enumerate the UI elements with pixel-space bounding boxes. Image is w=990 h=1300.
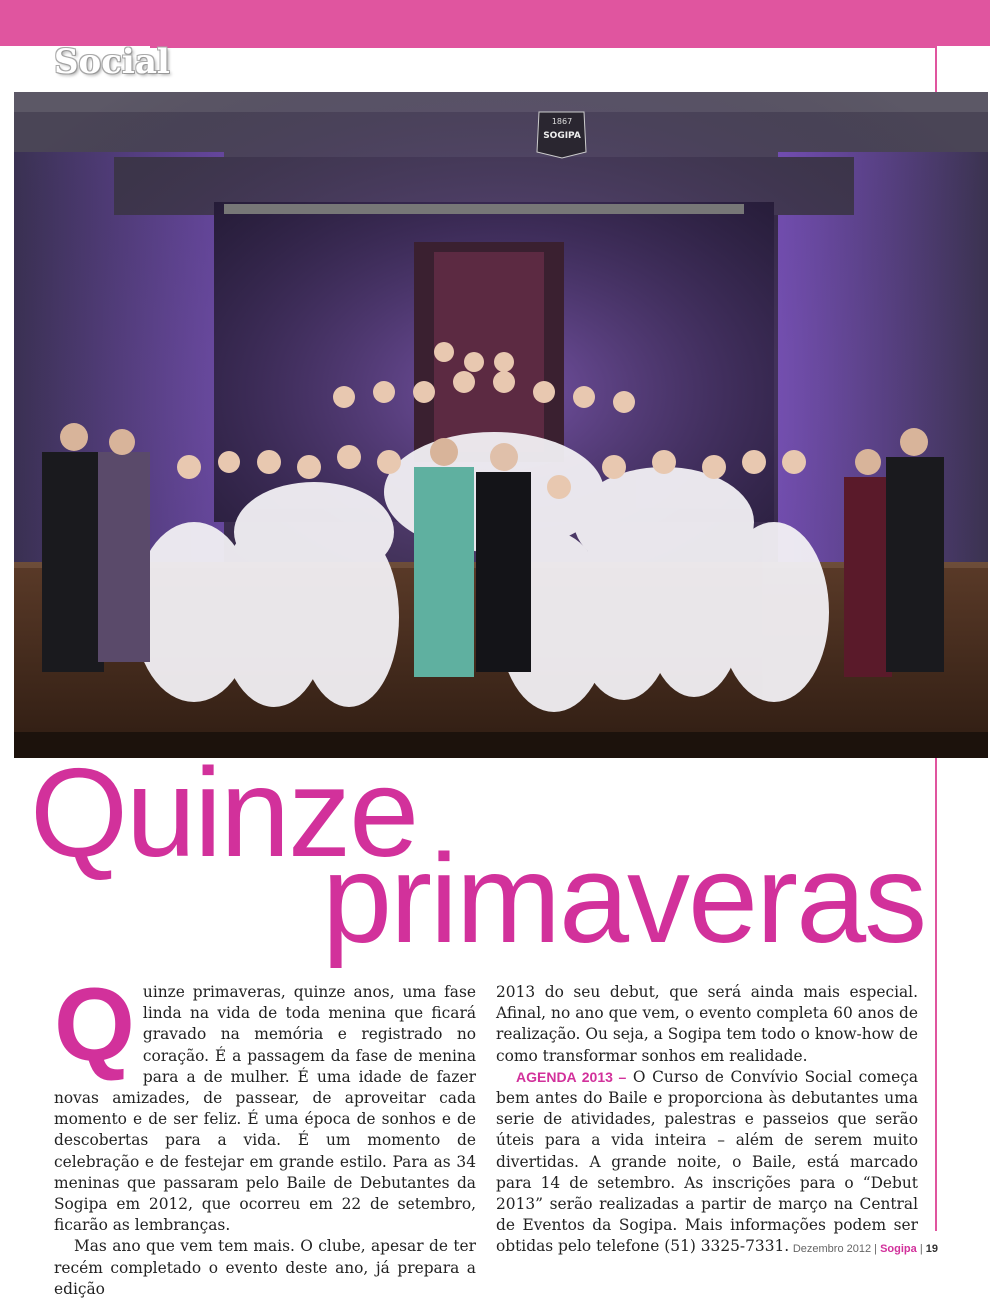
- footer-separator: |: [874, 1243, 878, 1255]
- page-footer: [793, 1243, 938, 1255]
- page-number: 19: [925, 1243, 938, 1255]
- footer-separator-2: |: [919, 1243, 923, 1255]
- article-paragraph-1: [54, 967, 476, 1236]
- article-column-2: [496, 982, 918, 1258]
- stage-sign-year: 1867: [551, 117, 573, 126]
- headline-line-2: primaveras: [322, 828, 926, 969]
- paragraph-1-text: uinze primaveras, quinze anos, uma fase linda na vida de toda menina que ficará gravado na memória e registrado no coração. É a passagem da fase de menina para a de mulher. É uma idade de fazer novas amizades, de passear, de aproveitar cada momento e de ser feliz. É uma época de sonhos e de descobertas para a vida. É um momento de celebração e de festejar em grande estilo. Para as 34 meninas que passaram pelo Baile de Debutantes da Sogipa em 2012, que ocorreu em 22 de setembro, ficarão as lembranças.: [54, 983, 476, 1235]
- stage-sign-name: SOGIPA: [543, 131, 581, 141]
- page-frame-top-line: [150, 46, 937, 48]
- article-paragraph-3: 2013 do seu debut, que será ainda mais especial. Afinal, no ano que vem, o evento completa 60 anos de realização. Ou seja, a Sogipa tem todo o know-how de como transformar sonhos em realidade.: [496, 983, 918, 1065]
- article-column-1: [54, 967, 476, 1300]
- article-paragraph-2: Mas ano que vem tem mais. O clube, apesar de ter recém completado o evento deste ano, já prepara a edição: [54, 1237, 476, 1298]
- agenda-text: O Curso de Convívio Social começa bem antes do Baile e proporciona às debutantes uma serie de atividades, palestras e passeios que serão úteis para a vida inteira – além de serem muito divertidas. A grande noite, o Baile, está marcado para 14 de setembro. As inscrições para o “Debut 2013” serão realizadas a partir de março na Central de Eventos da Sogipa. Mais informações podem ser obtidas pelo telefone (51) 3325-7331.: [496, 1067, 919, 1256]
- top-color-bar: [0, 0, 990, 46]
- footer-date: Dezembro 2012: [792, 1243, 872, 1255]
- footer-brand: Sogipa: [880, 1243, 917, 1255]
- debutantes-group-photo: [14, 92, 988, 758]
- drop-cap: Q: [54, 967, 135, 1083]
- headline-line-1: Quinze: [30, 742, 418, 883]
- article-paragraph-4: [496, 1067, 918, 1258]
- section-label: Social: [54, 42, 170, 82]
- agenda-label: AGENDA 2013 –: [516, 1068, 627, 1085]
